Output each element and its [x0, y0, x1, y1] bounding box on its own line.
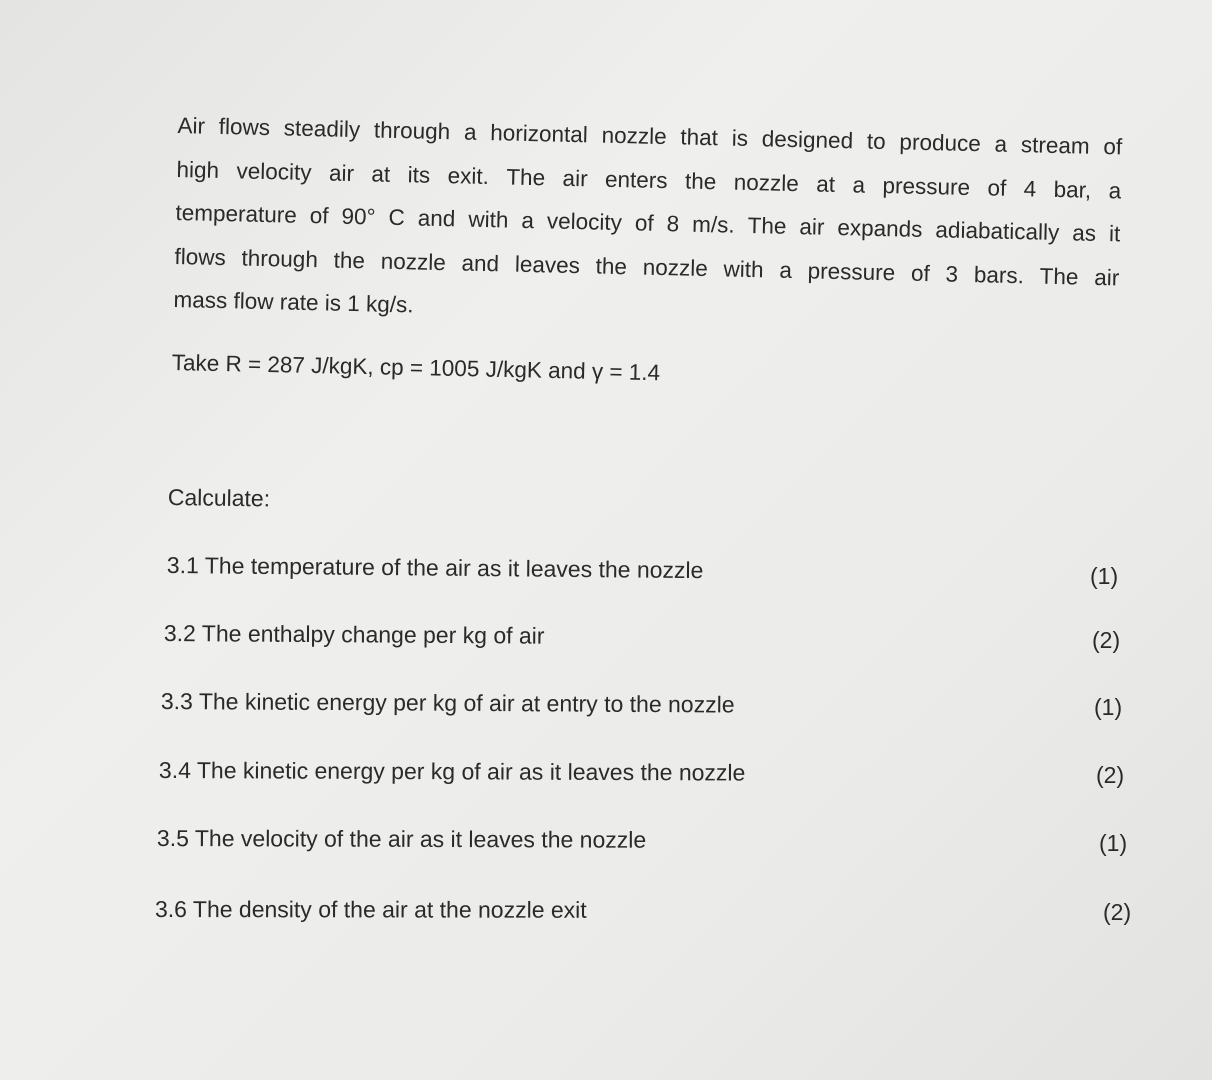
word: velocity [546, 208, 623, 236]
question-marks: (2) [1096, 762, 1125, 788]
word: pressure [807, 257, 896, 285]
word: bars. [973, 261, 1025, 288]
word: high [176, 156, 220, 183]
word: 8 [666, 211, 680, 237]
word: a [521, 207, 535, 234]
word: 3 [945, 260, 959, 287]
word: adiabatically [935, 217, 1060, 246]
question-marks: (2) [1092, 627, 1121, 653]
word: velocity [236, 157, 312, 185]
word: a [463, 119, 477, 145]
word: at [371, 160, 391, 187]
word: stream [1020, 132, 1090, 159]
word: exit. [447, 162, 490, 189]
word: of [987, 174, 1007, 201]
question-text: 3.6 The density of the air at the nozzle exit [154, 896, 587, 923]
problem-statement [173, 104, 1123, 343]
word: air [562, 165, 588, 191]
question-marks: (1) [1094, 694, 1123, 720]
word: it [1108, 221, 1121, 247]
word: that [680, 124, 719, 151]
word: a [994, 131, 1008, 157]
word: of [634, 210, 654, 236]
word: air [799, 214, 825, 240]
word: produce [899, 129, 982, 157]
word: air [328, 159, 355, 186]
word: flows [218, 113, 271, 141]
word: through [373, 117, 451, 145]
word: and [461, 249, 500, 276]
word: temperature [175, 199, 298, 228]
word: a [1108, 177, 1122, 203]
word: pressure [882, 172, 971, 200]
word: leaves [514, 251, 581, 278]
calculate-heading: Calculate: [167, 484, 271, 512]
word: C [388, 204, 406, 231]
word: flows [174, 243, 227, 270]
question-text: 3.5 The velocity of the air as it leaves the nozzle [156, 825, 647, 853]
word: as [1071, 220, 1097, 246]
word: of [309, 203, 329, 229]
word: Air [177, 112, 206, 139]
question-text: 3.1 The temperature of the air as it leaves the nozzle [166, 552, 704, 584]
word: 90° [341, 203, 376, 230]
word: The [1039, 263, 1079, 289]
word: with [723, 255, 764, 282]
question-text: 3.2 The enthalpy change per kg of air [163, 620, 545, 649]
word: of [910, 260, 931, 286]
problem-line: mass flow rate is 1 kg/s. [173, 286, 414, 318]
question-marks: (2) [1103, 899, 1132, 925]
word: m/s. [691, 211, 735, 238]
word: of [1103, 134, 1123, 160]
word: a [779, 257, 793, 283]
word: The [747, 212, 787, 239]
word: 4 [1023, 175, 1037, 201]
word: enters [604, 166, 668, 193]
word: is [731, 125, 749, 151]
question-text: 3.3 The kinetic energy per kg of air at entry to the nozzle [160, 688, 735, 718]
word: designed [761, 126, 854, 154]
word: nozzle [601, 122, 667, 150]
word: the [595, 253, 628, 279]
word: nozzle [642, 254, 709, 281]
word: horizontal [490, 120, 589, 148]
word: The [506, 163, 546, 190]
word: steadily [283, 115, 361, 143]
word: the [333, 247, 366, 273]
word: its [407, 161, 431, 188]
word: the [684, 168, 717, 194]
word: at [816, 171, 836, 197]
word: air [1093, 264, 1120, 290]
word: a [852, 171, 866, 198]
word: nozzle [733, 169, 800, 196]
word: to [866, 128, 886, 155]
question-marks: (1) [1099, 830, 1128, 856]
word: through [241, 244, 319, 272]
word: expands [837, 214, 923, 242]
word: and [417, 205, 456, 232]
question-text: 3.4 The kinetic energy per kg of air as it leaves the nozzle [158, 757, 746, 786]
word: with [468, 206, 509, 233]
word: nozzle [380, 248, 447, 275]
given-constants: Take R = 287 J/kgK, cp = 1005 J/kgK and γ = 1.4 [171, 350, 661, 386]
question-marks: (1) [1090, 563, 1119, 589]
word: bar, [1053, 176, 1092, 203]
